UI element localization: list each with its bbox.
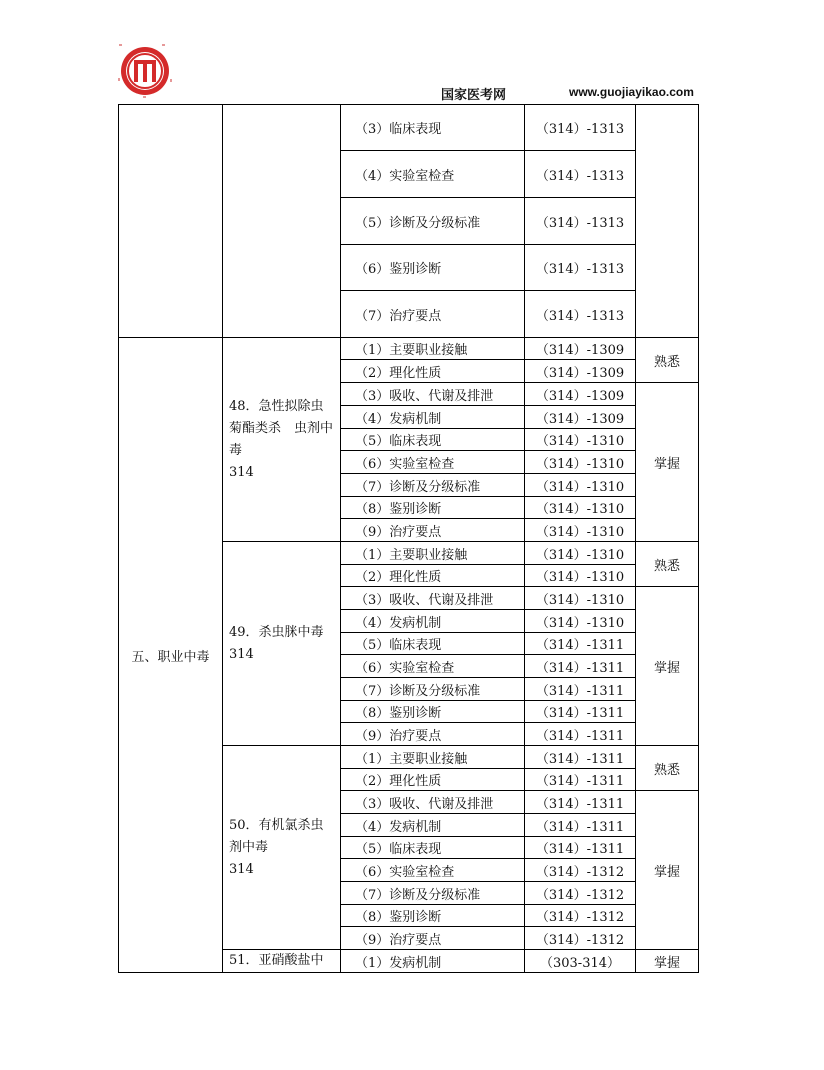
table-row	[119, 105, 699, 151]
topic-code: 314	[229, 464, 254, 480]
content-cell: （8）鉴别诊断	[341, 905, 525, 927]
content-cell: （1）主要职业接触	[341, 542, 525, 565]
topic-cell	[223, 338, 341, 542]
ref-cell: （314）-1311	[525, 655, 636, 678]
ref-cell: （314）-1311	[525, 723, 636, 746]
content-cell: （2）理化性质	[341, 360, 525, 383]
topic-code: 314	[229, 646, 254, 662]
ref-cell: （314）-1310	[525, 497, 636, 519]
ref-cell: （314）-1311	[525, 791, 636, 814]
content-cell: （4）实验室检查	[341, 151, 525, 198]
content-cell: （6）实验室检查	[341, 655, 525, 678]
content-cell: （3）吸收、代谢及排泄	[341, 383, 525, 406]
content-cell: （4）发病机制	[341, 610, 525, 633]
level-familiar: 熟悉	[636, 542, 699, 587]
ref-cell: （314）-1310	[525, 565, 636, 587]
ref-cell: （303-314）	[525, 950, 636, 973]
content-cell: （2）理化性质	[341, 769, 525, 791]
ref-cell: （314）-1309	[525, 406, 636, 429]
content-cell: （1）发病机制	[341, 950, 525, 973]
level-master: 掌握	[636, 587, 699, 746]
site-logo	[118, 44, 172, 98]
site-url[interactable]: www.guojiayikao.com	[569, 85, 694, 99]
ref-cell: （314）-1310	[525, 610, 636, 633]
unit-cell-empty	[119, 105, 223, 338]
ref-cell: （314）-1311	[525, 633, 636, 655]
ref-cell: （314）-1311	[525, 701, 636, 723]
content-cell: （5）临床表现	[341, 429, 525, 451]
level-master: 掌握	[636, 791, 699, 950]
table-row	[119, 338, 699, 360]
content-cell: （7）诊断及分级标准	[341, 882, 525, 905]
ref-cell: （314）-1311	[525, 769, 636, 791]
topic-cell: 51．亚硝酸盐中	[223, 950, 341, 973]
content-cell: （8）鉴别诊断	[341, 701, 525, 723]
content-cell: （7）诊断及分级标准	[341, 678, 525, 701]
content-cell: （5）临床表现	[341, 633, 525, 655]
content-cell: （9）治疗要点	[341, 723, 525, 746]
ref-cell: （314）-1311	[525, 837, 636, 859]
content-cell: （3）吸收、代谢及排泄	[341, 791, 525, 814]
content-cell: （7）治疗要点	[341, 291, 525, 338]
content-cell: （5）诊断及分级标准	[341, 198, 525, 245]
unit-cell: 五、职业中毒	[119, 338, 223, 973]
topic-title: 50．有机氯杀虫剂中毒	[229, 817, 324, 855]
logo-emblem-icon	[118, 44, 172, 98]
ref-cell: （314）-1310	[525, 429, 636, 451]
ref-cell: （314）-1311	[525, 814, 636, 837]
ref-cell: （314）-1313	[525, 198, 636, 245]
ref-cell: （314）-1310	[525, 519, 636, 542]
content-cell: （3）临床表现	[341, 105, 525, 151]
ref-cell: （314）-1312	[525, 905, 636, 927]
topic-cell-empty	[223, 105, 341, 338]
topic-cell	[223, 746, 341, 950]
ref-cell: （314）-1310	[525, 474, 636, 497]
ref-cell: （314）-1312	[525, 859, 636, 882]
level-master: 掌握	[636, 383, 699, 542]
content-cell: （5）临床表现	[341, 837, 525, 859]
content-cell: （6）鉴别诊断	[341, 245, 525, 291]
content-cell: （4）发病机制	[341, 814, 525, 837]
content-cell: （6）实验室检查	[341, 451, 525, 474]
level-familiar: 熟悉	[636, 338, 699, 383]
ref-cell: （314）-1309	[525, 360, 636, 383]
syllabus-table	[118, 104, 699, 973]
level-master: 掌握	[636, 950, 699, 973]
ref-cell: （314）-1310	[525, 542, 636, 565]
content-cell: （3）吸收、代谢及排泄	[341, 587, 525, 610]
content-cell: （1）主要职业接触	[341, 746, 525, 769]
content-cell: （4）发病机制	[341, 406, 525, 429]
ref-cell: （314）-1311	[525, 678, 636, 701]
ref-cell: （314）-1313	[525, 245, 636, 291]
content-cell: （8）鉴别诊断	[341, 497, 525, 519]
ref-cell: （314）-1313	[525, 291, 636, 338]
content-cell: （6）实验室检查	[341, 859, 525, 882]
topic-title: 48．急性拟除虫菊酯类杀 虫剂中毒	[229, 398, 334, 458]
content-cell: （9）治疗要点	[341, 927, 525, 950]
ref-cell: （314）-1310	[525, 451, 636, 474]
level-familiar: 熟悉	[636, 746, 699, 791]
ref-cell: （314）-1312	[525, 882, 636, 905]
ref-cell: （314）-1309	[525, 338, 636, 360]
content-cell: （2）理化性质	[341, 565, 525, 587]
ref-cell: （314）-1310	[525, 587, 636, 610]
ref-cell: （314）-1311	[525, 746, 636, 769]
topic-title: 49．杀虫脒中毒	[229, 624, 324, 640]
ref-cell: （314）-1312	[525, 927, 636, 950]
topic-code: 314	[229, 861, 254, 877]
level-cell-empty	[636, 105, 699, 338]
content-cell: （7）诊断及分级标准	[341, 474, 525, 497]
content-cell: （9）治疗要点	[341, 519, 525, 542]
ref-cell: （314）-1309	[525, 383, 636, 406]
ref-cell: （314）-1313	[525, 151, 636, 198]
content-cell: （1）主要职业接触	[341, 338, 525, 360]
topic-cell	[223, 542, 341, 746]
ref-cell: （314）-1313	[525, 105, 636, 151]
site-name: 国家医考网	[441, 88, 507, 103]
